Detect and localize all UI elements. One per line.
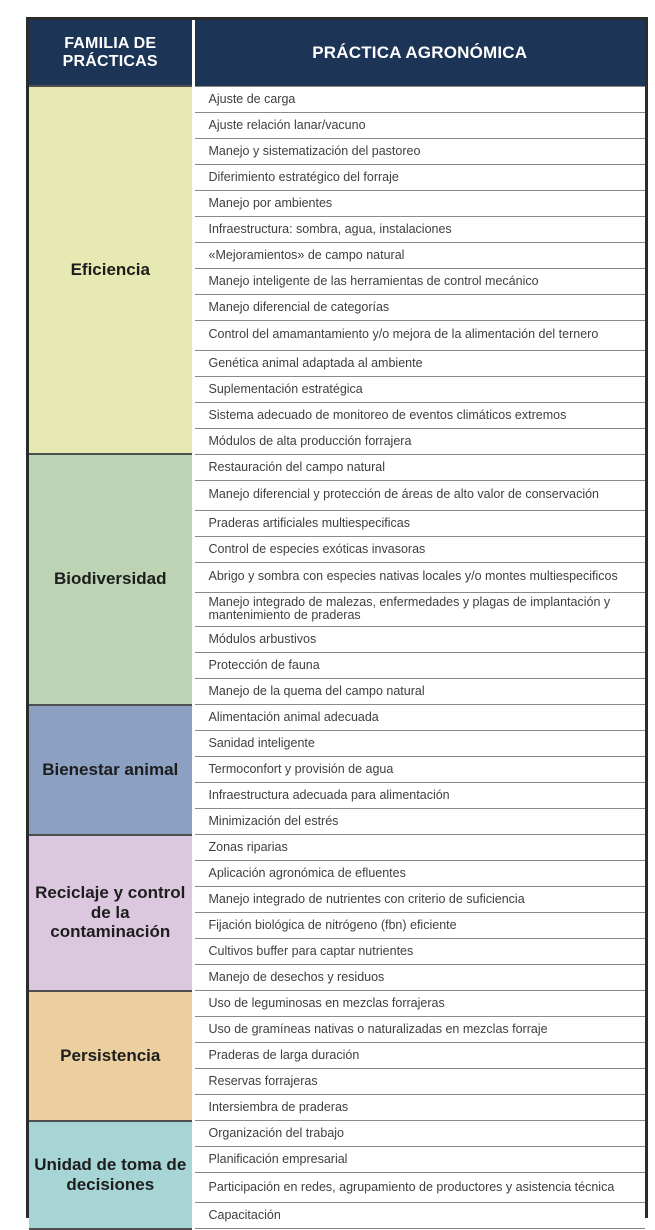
practice-cell: Manejo inteligente de las herramientas de control mecánico — [193, 268, 645, 294]
practice-cell: Ajuste relación lanar/vacuno — [193, 112, 645, 138]
practice-cell: Restauración del campo natural — [193, 454, 645, 480]
practice-cell: Genética animal adaptada al ambiente — [193, 350, 645, 376]
practice-cell: Módulos arbustivos — [193, 627, 645, 653]
practice-cell: Intersiembra de praderas — [193, 1095, 645, 1121]
practice-cell: Módulos de alta producción forrajera — [193, 428, 645, 454]
practice-cell: Praderas de larga duración — [193, 1043, 645, 1069]
practice-cell: Diferimiento estratégico del forraje — [193, 164, 645, 190]
practice-cell: «Mejoramientos» de campo natural — [193, 242, 645, 268]
practice-cell: Manejo por ambientes — [193, 190, 645, 216]
practice-cell: Organización del trabajo — [193, 1121, 645, 1147]
practice-cell: Infraestructura adecuada para alimentación — [193, 783, 645, 809]
practices-table — [29, 20, 645, 1230]
table-row — [29, 454, 645, 480]
family-cell-persistencia: Persistencia — [29, 991, 193, 1121]
practice-cell: Ajuste de carga — [193, 86, 645, 112]
family-cell-biodiversidad: Biodiversidad — [29, 454, 193, 705]
practice-cell: Manejo integrado de nutrientes con criterio de suficiencia — [193, 887, 645, 913]
practice-cell: Manejo y sistematización del pastoreo — [193, 138, 645, 164]
practice-cell: Zonas riparias — [193, 835, 645, 861]
table-row — [29, 991, 645, 1017]
practice-cell: Termoconfort y provisión de agua — [193, 757, 645, 783]
practice-cell: Abrigo y sombra con especies nativas locales y/o montes multiespecificos — [193, 562, 645, 592]
header-family-de-practicas: FAMILIA DE PRÁCTICAS — [29, 20, 193, 86]
practice-cell: Control del amamantamiento y/o mejora de la alimentación del ternero — [193, 320, 645, 350]
practice-cell: Manejo diferencial de categorías — [193, 294, 645, 320]
practice-cell: Sistema adecuado de monitoreo de eventos climáticos extremos — [193, 402, 645, 428]
practice-cell: Suplementación estratégica — [193, 376, 645, 402]
practice-cell: Participación en redes, agrupamiento de productores y asistencia técnica — [193, 1173, 645, 1203]
practice-cell: Protección de fauna — [193, 653, 645, 679]
header-row — [29, 20, 645, 86]
practice-cell: Fijación biológica de nitrógeno (fbn) eficiente — [193, 913, 645, 939]
practice-cell: Reservas forrajeras — [193, 1069, 645, 1095]
header-practica-agronomica: PRÁCTICA AGRONÓMICA — [193, 20, 645, 86]
table-row — [29, 705, 645, 731]
table-header — [29, 20, 645, 86]
practices-table-container — [26, 17, 648, 1223]
table-row — [29, 835, 645, 861]
practice-cell: Capacitación — [193, 1203, 645, 1229]
family-cell-reciclaje-y-control-de-la-contaminacion: Reciclaje y control de la contaminación — [29, 835, 193, 991]
practice-cell: Planificación empresarial — [193, 1147, 645, 1173]
family-cell-bienestar-animal: Bienestar animal — [29, 705, 193, 835]
practice-cell: Manejo integrado de malezas, enfermedades y plagas de implantación y mantenimiento de praderas — [193, 592, 645, 627]
practice-cell: Manejo de desechos y residuos — [193, 965, 645, 991]
practice-cell: Praderas artificiales multiespecificas — [193, 510, 645, 536]
family-cell-eficiencia: Eficiencia — [29, 86, 193, 454]
practice-cell: Alimentación animal adecuada — [193, 705, 645, 731]
practice-cell: Uso de gramíneas nativas o naturalizadas en mezclas forraje — [193, 1017, 645, 1043]
table-row — [29, 86, 645, 112]
practice-cell: Sanidad inteligente — [193, 731, 645, 757]
practice-cell: Minimización del estrés — [193, 809, 645, 835]
table-row — [29, 1121, 645, 1147]
practice-cell: Cultivos buffer para captar nutrientes — [193, 939, 645, 965]
practice-cell: Aplicación agronómica de efluentes — [193, 861, 645, 887]
practice-cell: Infraestructura: sombra, agua, instalaciones — [193, 216, 645, 242]
table-body — [29, 86, 645, 1229]
family-cell-unidad-de-toma-de-decisiones: Unidad de toma de decisiones — [29, 1121, 193, 1229]
practice-cell: Control de especies exóticas invasoras — [193, 536, 645, 562]
practice-cell: Manejo diferencial y protección de áreas de alto valor de conservación — [193, 480, 645, 510]
practice-cell: Manejo de la quema del campo natural — [193, 679, 645, 705]
practice-cell: Uso de leguminosas en mezclas forrajeras — [193, 991, 645, 1017]
